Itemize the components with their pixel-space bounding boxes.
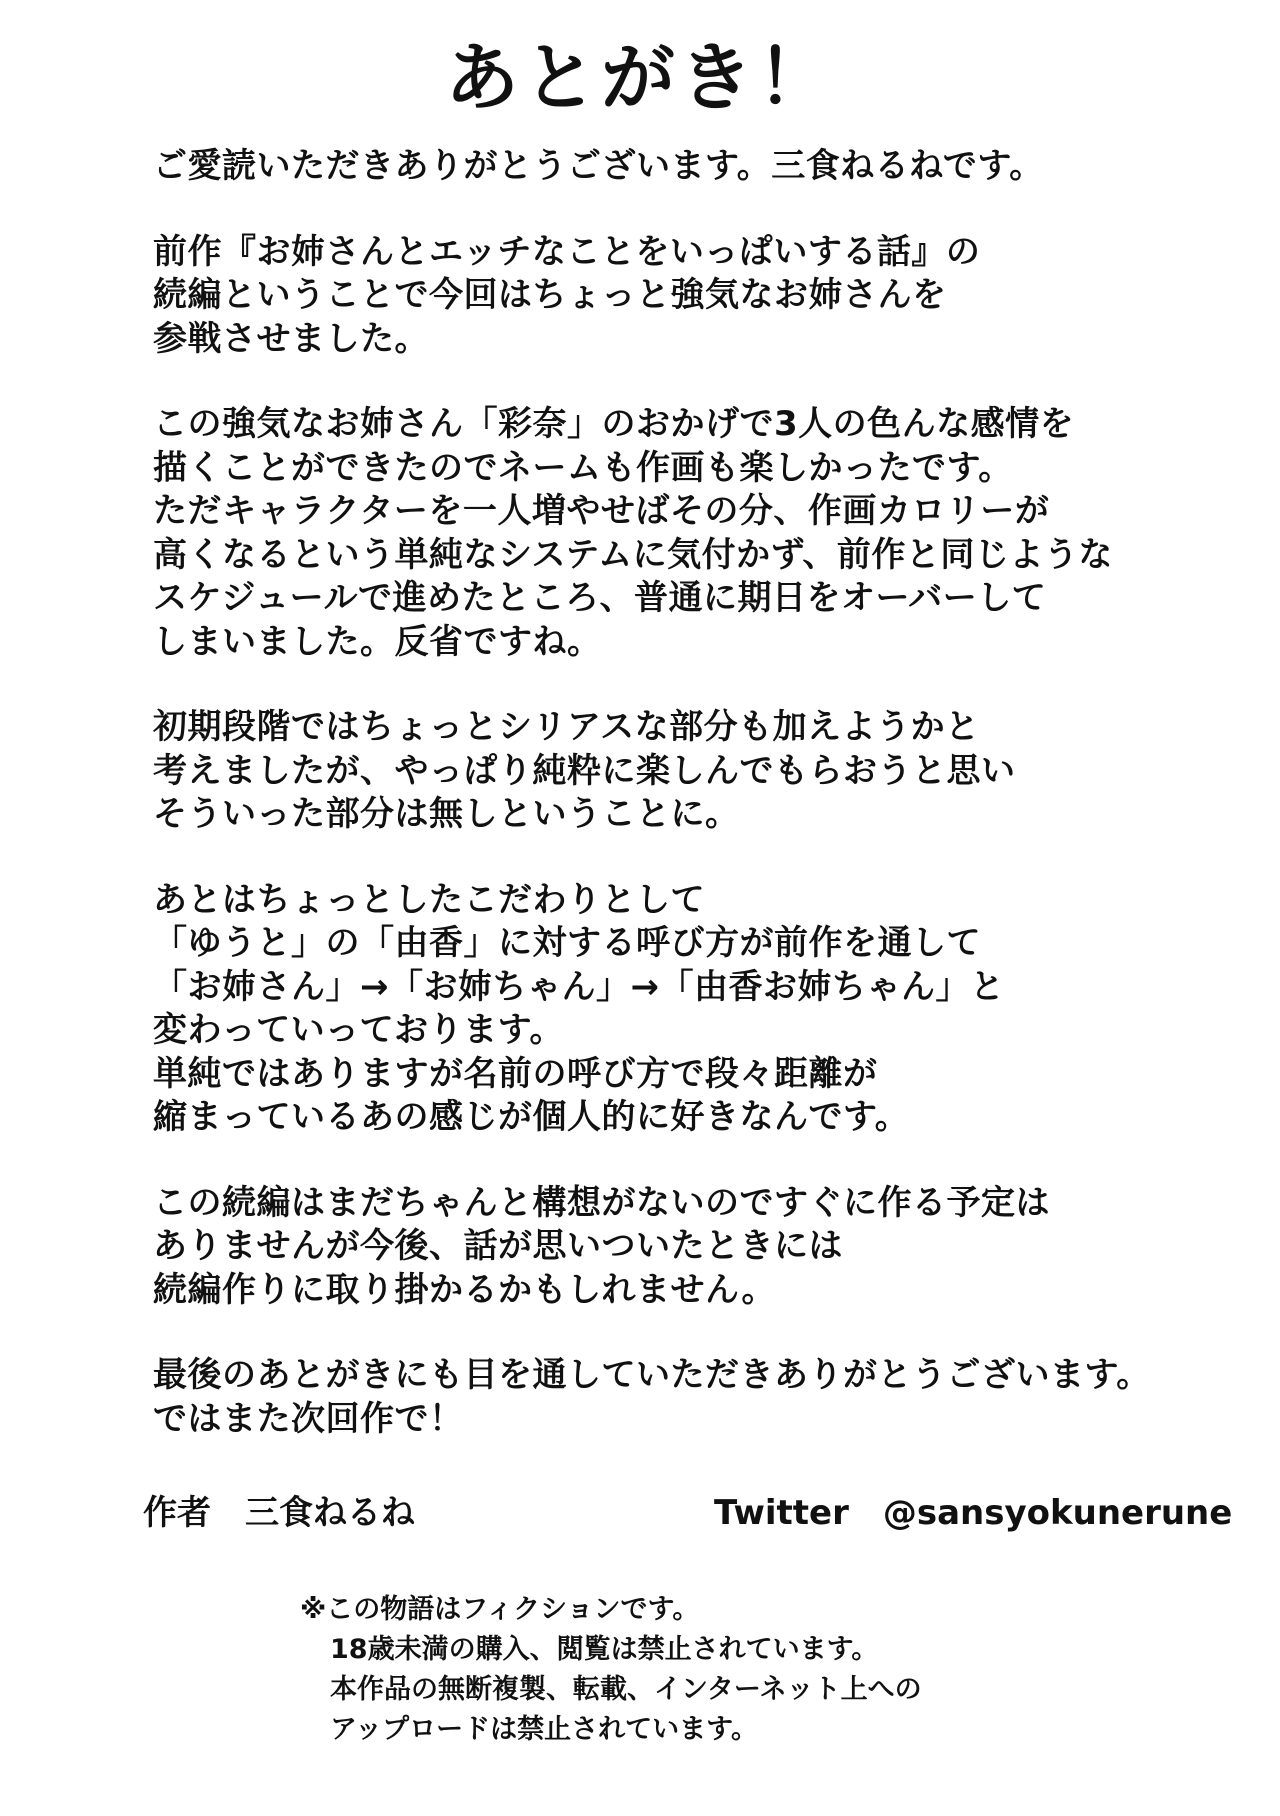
twitter-handle: @sansyokunerune (882, 1493, 1233, 1533)
page-title: あとがき！ (445, 35, 835, 121)
text-line: 「ゆうと」の「由香」に対する呼び方が前作を通して (153, 923, 981, 963)
author-name: 三食ねるね (245, 1493, 415, 1533)
text-line: ただキャラクターを一人増やせばその分、作画カロリーが (153, 491, 1050, 531)
notice-line: 本作品の無断複製、転載、インターネット上への (330, 1674, 922, 1705)
text-line: 変わっていっております。 (153, 1010, 564, 1050)
twitter-credit (714, 1488, 1232, 1538)
text-line: 続編ということで今回はちょっと強気なお姉さんを (153, 275, 947, 315)
text-line: 参戦させました。 (153, 318, 429, 359)
notice-line: 18歳未満の購入、閲覧は禁止されています。 (330, 1634, 879, 1665)
text-line: 「お姉さん」→「お姉ちゃん」→「由香お姉ちゃん」と (153, 966, 1005, 1007)
text-line: ご愛読いただきありがとうございます。三食ねるねです。 (153, 146, 1044, 186)
paragraph-closing (153, 1354, 1213, 1441)
notice-line: ※この物語はフィクションです。 (300, 1594, 700, 1625)
paragraph-early-stage (153, 706, 1213, 837)
text-line: ではまた次回作で！ (153, 1398, 464, 1439)
text-line: ありませんが今後、話が思いついたときには (153, 1226, 843, 1266)
text-line: しまいました。反省ですね。 (153, 621, 602, 662)
text-line: 前作『お姉さんとエッチなことをいっぱいする話』の (153, 231, 981, 272)
text-line: 縮まっているあの感じが個人的に好きなんです。 (153, 1097, 910, 1137)
paragraph-sequel (153, 231, 1213, 362)
text-line: この続編はまだちゃんと構想がないのですぐに作る予定は (153, 1182, 1050, 1223)
twitter-label: Twitter (714, 1493, 849, 1533)
text-line: 高くなるという単純なシステムに気付かず、前作と同じような (153, 534, 1113, 575)
paragraph-greeting (153, 145, 1213, 189)
paragraph-future (153, 1182, 1213, 1313)
paragraph-naming (153, 879, 1213, 1140)
afterword-body (153, 145, 1213, 1483)
disclaimer-notice (300, 1590, 1100, 1750)
text-line: そういった部分は無しということに。 (153, 794, 740, 834)
text-line: 単純ではありますが名前の呼び方で段々距離が (153, 1053, 878, 1094)
text-line: あとはちょっとしたこだわりとして (153, 879, 705, 920)
text-line: 初期段階ではちょっとシリアスな部分も加えようかと (153, 707, 980, 747)
text-line: 描くことができたのでネームも作画も楽しかったです。 (153, 447, 1013, 488)
text-line: 考えましたが、やっぱり純粋に楽しんでもらおうと思い (153, 750, 1016, 791)
text-line: 最後のあとがきにも目を通していただきありがとうございます。 (153, 1355, 1151, 1395)
text-line: 続編作りに取り掛かるかもしれません。 (153, 1269, 777, 1310)
paragraph-character (153, 403, 1213, 664)
text-line: この強気なお姉さん「彩奈」のおかげで3人の色んな感情を (153, 404, 1075, 444)
text-line: スケジュールで進めたところ、普通に期日をオーバーして (153, 578, 1047, 618)
author-label: 作者 (143, 1493, 211, 1533)
author-credit (143, 1488, 415, 1538)
signature (0, 1488, 1280, 1538)
notice-line: アップロードは禁止されています。 (330, 1714, 758, 1745)
